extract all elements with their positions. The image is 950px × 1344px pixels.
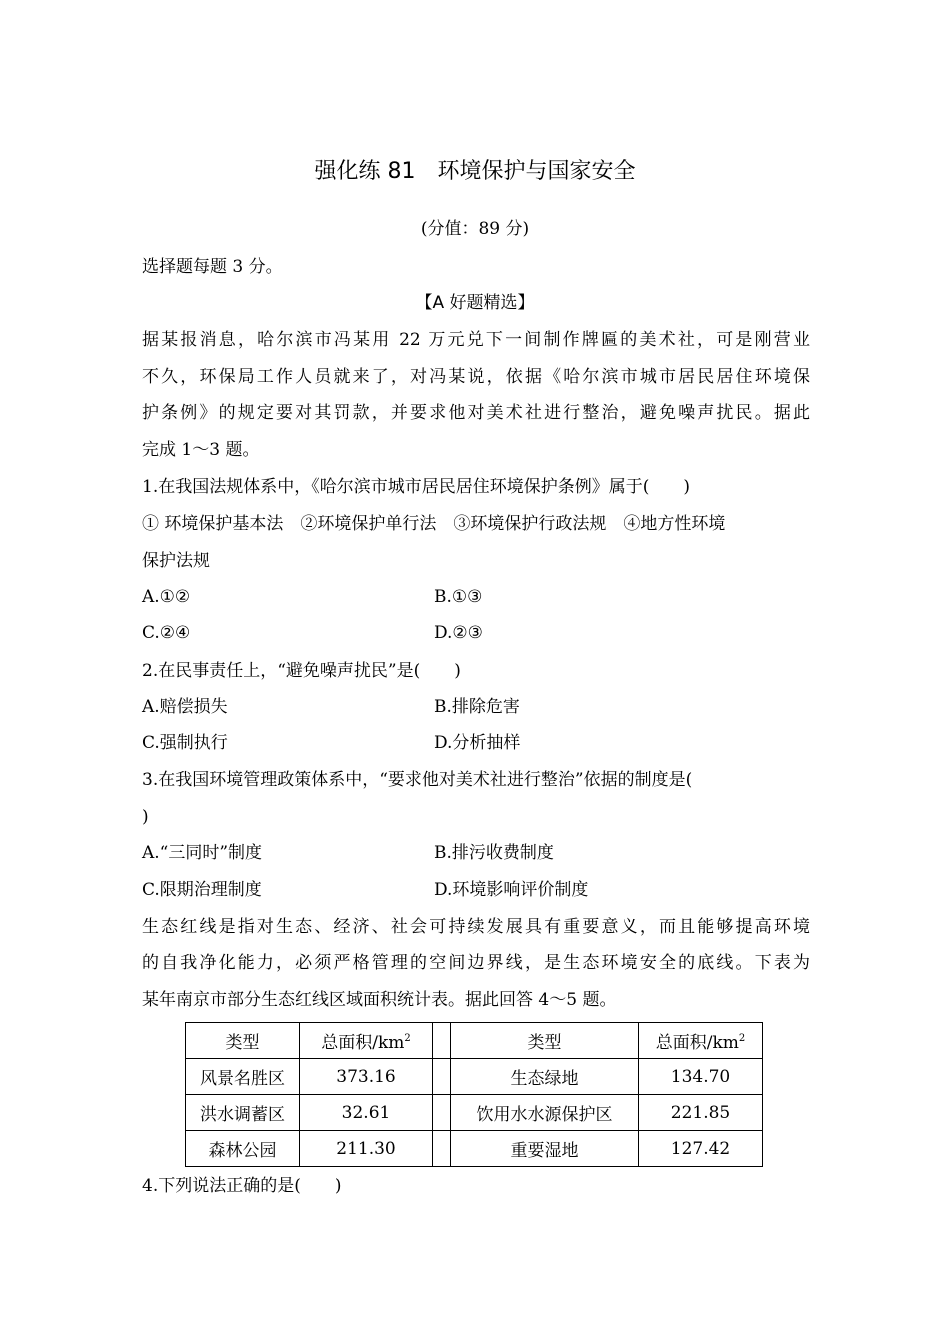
question-2-stem: 2.在民事责任上，“避免噪声扰民”是( ) bbox=[142, 661, 461, 681]
table-spacer bbox=[433, 1131, 451, 1167]
table-cell-area: 211.30 bbox=[300, 1131, 433, 1167]
q2-option-b: B.排除危害 bbox=[434, 697, 520, 717]
table-spacer bbox=[433, 1059, 451, 1095]
table-row bbox=[186, 1131, 763, 1167]
question-1-items: 保护法规 bbox=[142, 551, 210, 571]
table-spacer bbox=[433, 1023, 451, 1059]
table-cell-type: 洪水调蓄区 bbox=[186, 1095, 300, 1131]
header-area: 总面积$/km^2$ bbox=[639, 1023, 763, 1059]
q3-option-d: D.环境影响评价制度 bbox=[434, 880, 589, 900]
q3-option-a: A.“三同时”制度 bbox=[142, 843, 263, 863]
question-3-stem-cont: ) bbox=[142, 807, 149, 827]
table-cell-area: 221.85 bbox=[639, 1095, 763, 1131]
q1-option-a: A.①② bbox=[142, 587, 191, 607]
passage-line: 不久，环保局工作人员就来了，对冯某说，依据《哈尔滨市城市居民居住环境保 bbox=[142, 367, 810, 387]
table-cell-type: 重要湿地 bbox=[451, 1131, 639, 1167]
table-cell-type: 饮用水水源保护区 bbox=[451, 1095, 639, 1131]
table-cell-type: 风景名胜区 bbox=[186, 1059, 300, 1095]
question-4-stem: 4.下列说法正确的是( ) bbox=[142, 1176, 342, 1196]
passage-line: 护条例》的规定要对其罚款，并要求他对美术社进行整治，避免噪声扰民。据此 bbox=[142, 403, 810, 423]
passage-line: 的自我净化能力，必须严格管理的空间边界线，是生态环境安全的底线。下表为 bbox=[142, 953, 810, 973]
passage-line: 完成 1～3 题。 bbox=[142, 440, 260, 460]
table-header-row bbox=[186, 1023, 763, 1059]
q3-option-b: B.排污收费制度 bbox=[434, 843, 554, 863]
q2-option-d: D.分析抽样 bbox=[434, 733, 521, 753]
q1-option-b: B.①③ bbox=[434, 587, 483, 607]
table-row bbox=[186, 1095, 763, 1131]
section-heading: 【A 好题精选】 bbox=[415, 293, 535, 313]
header-type: 类型 bbox=[451, 1023, 639, 1059]
header-area: 总面积$/km^2$ bbox=[300, 1023, 433, 1059]
table-row bbox=[186, 1059, 763, 1095]
ecological-redline-table bbox=[185, 1022, 763, 1167]
score-info: (分值：89 分) bbox=[420, 219, 530, 239]
table-cell-area: 32.61 bbox=[300, 1095, 433, 1131]
q1-option-d: D.②③ bbox=[434, 623, 483, 643]
table-cell-type: 森林公园 bbox=[186, 1131, 300, 1167]
q2-option-c: C.强制执行 bbox=[142, 733, 228, 753]
passage-line: 某年南京市部分生态红线区域面积统计表。据此回答 4～5 题。 bbox=[142, 990, 617, 1010]
page-title: 强化练 81 环境保护与国家安全 bbox=[314, 159, 636, 184]
q2-option-a: A.赔偿损失 bbox=[142, 697, 228, 717]
table-cell-area: 373.16 bbox=[300, 1059, 433, 1095]
table-spacer bbox=[433, 1095, 451, 1131]
table-cell-area: 127.42 bbox=[639, 1131, 763, 1167]
scoring-note: 选择题每题 3 分。 bbox=[142, 257, 283, 277]
q3-option-c: C.限期治理制度 bbox=[142, 880, 262, 900]
table-cell-area: 134.70 bbox=[639, 1059, 763, 1095]
question-1-items: ① 环境保护基本法 ②环境保护单行法 ③环境保护行政法规 ④地方性环境 bbox=[142, 514, 726, 534]
q1-option-c: C.②④ bbox=[142, 623, 191, 643]
passage-line: 据某报消息，哈尔滨市冯某用 22 万元兑下一间制作牌匾的美术社，可是刚营业 bbox=[142, 330, 810, 350]
passage-line: 生态红线是指对生态、经济、社会可持续发展具有重要意义，而且能够提高环境 bbox=[142, 917, 810, 937]
question-1-stem: 1.在我国法规体系中，《哈尔滨市城市居民居住环境保护条例》属于( ) bbox=[142, 477, 690, 497]
question-3-stem: 3.在我国环境管理政策体系中，“要求他对美术社进行整治”依据的制度是( bbox=[142, 770, 693, 790]
table-cell-type: 生态绿地 bbox=[451, 1059, 639, 1095]
header-type: 类型 bbox=[186, 1023, 300, 1059]
